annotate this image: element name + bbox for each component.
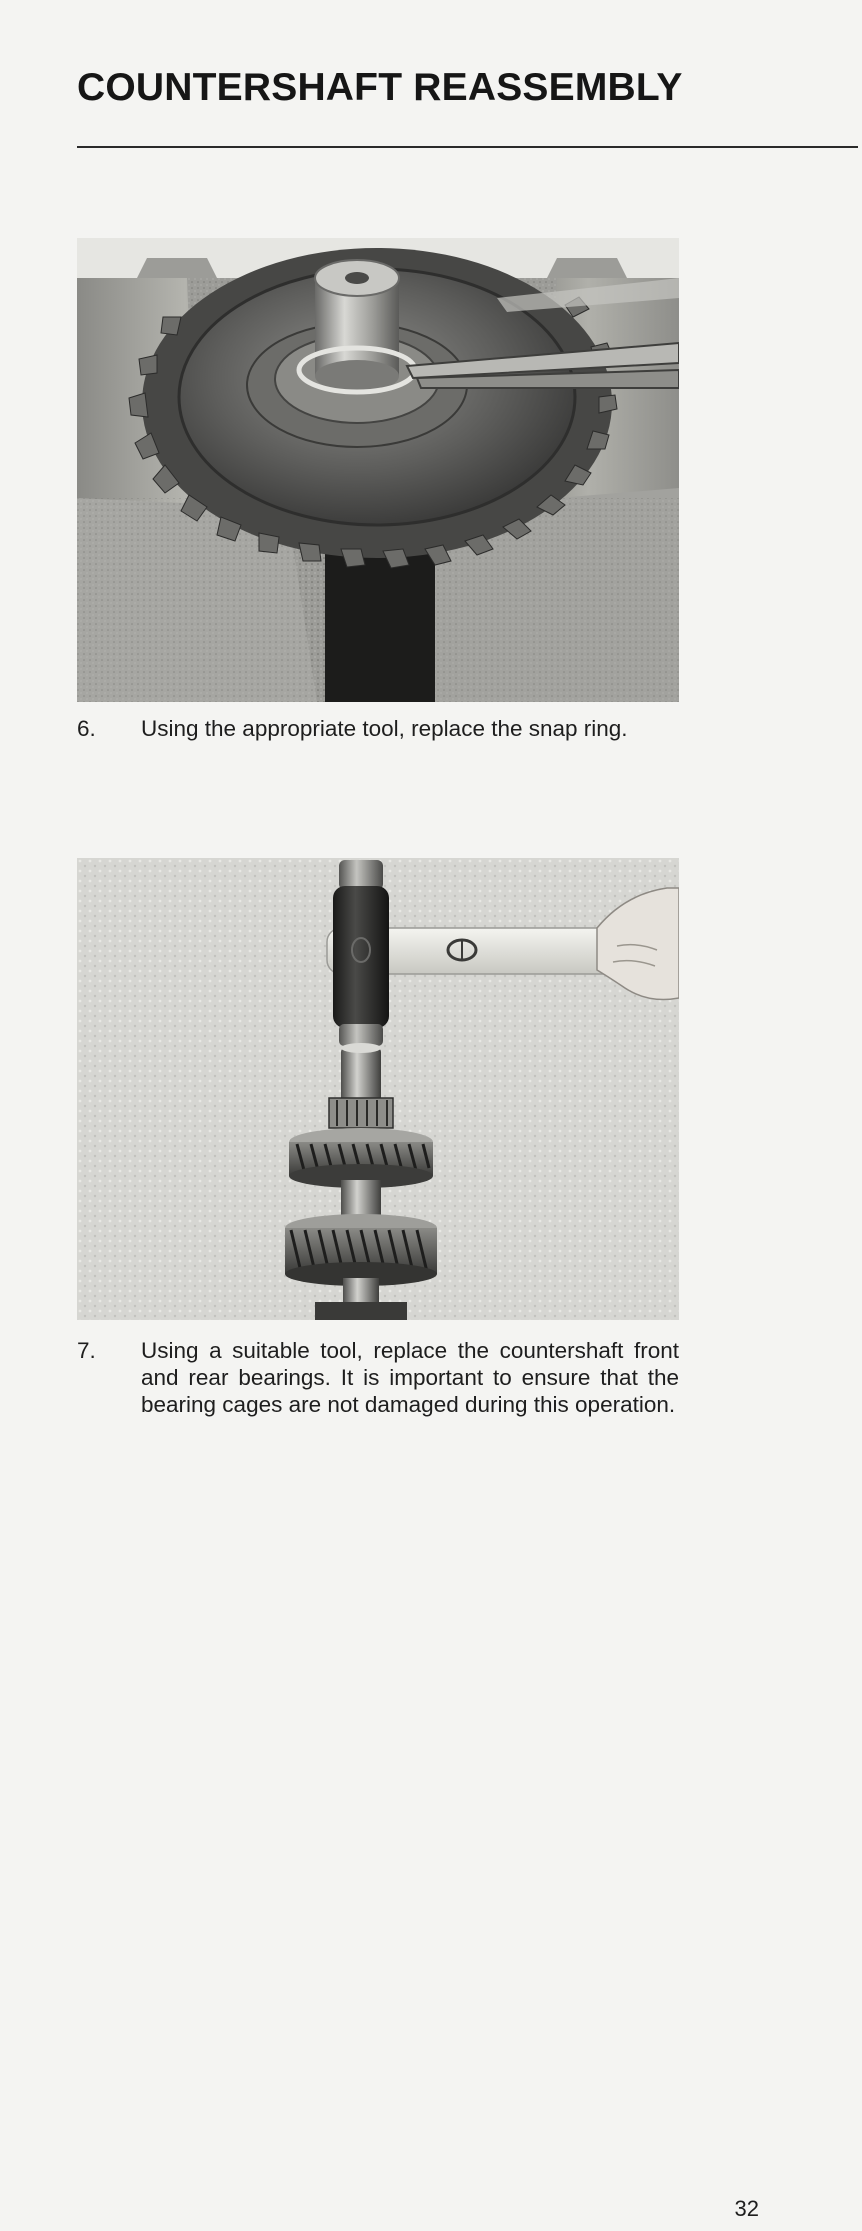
- step-6-number: 6.: [77, 716, 96, 741]
- title-divider: [77, 146, 858, 148]
- step-6-text: Using the appropriate tool, replace the snap ring.: [141, 716, 628, 741]
- step-7: [77, 1337, 679, 1418]
- figure-snap-ring-photo: [77, 238, 679, 702]
- step-6: [77, 715, 679, 742]
- page-number: 32: [734, 2196, 759, 2221]
- page-title: COUNTERSHAFT REASSEMBLY: [77, 66, 683, 109]
- step-7-number: 7.: [77, 1338, 96, 1363]
- bearing-replacement-illustration: [77, 858, 679, 1320]
- snap-ring-illustration: [77, 238, 679, 702]
- step-7-text: Using a suitable tool, replace the countershaft front and rear bearings. It is important to ensure that the bearing cages are not damaged during this operation.: [141, 1338, 679, 1417]
- figure-bearing-photo: [77, 858, 679, 1320]
